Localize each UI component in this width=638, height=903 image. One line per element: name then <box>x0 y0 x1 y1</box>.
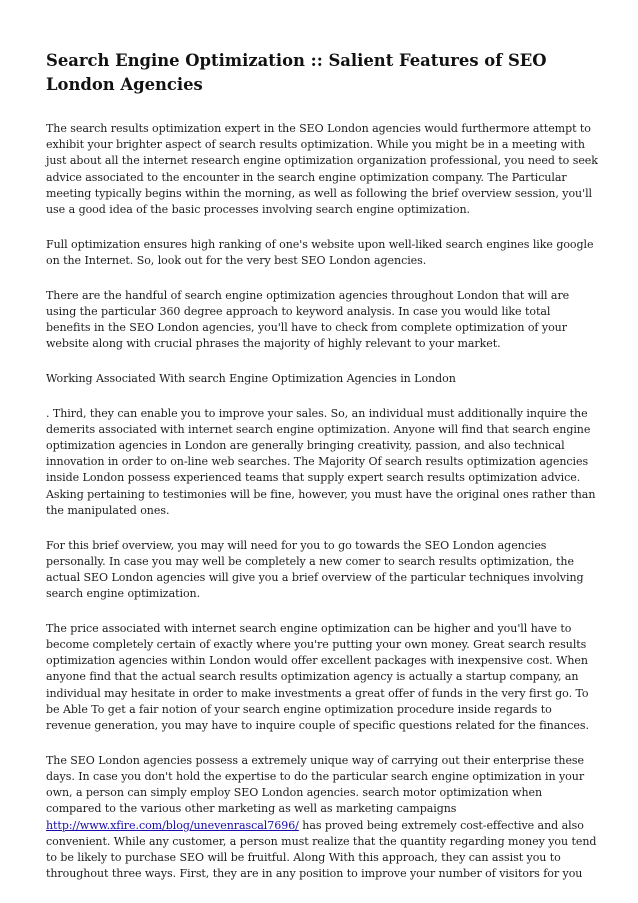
paragraph-unique-way <box>46 753 598 883</box>
paragraph-full-optimization: Full optimization ensures high ranking of one's website upon well-liked search engines like google on the Internet. So, look out for the very best SEO London agencies. <box>46 237 594 267</box>
document-title: Search Engine Optimization :: Salient Features of SEO London Agencies <box>46 51 547 94</box>
paragraph-360-approach: There are the handful of search engine optimization agencies throughout London that will are using the particular 360 degree approach to keyword analysis. In case you would like total benefits in the SEO London agencies, you'll have to check from complete optimization of your website along with crucial phrases the majority of highly relevant to your market. <box>46 288 570 351</box>
paragraph-price: The price associated with internet search engine optimization can be higher and you'll have to become completely certain of exactly where you're putting your own money. Great search results optimization agencies within London would offer excellent packages with inexpensive cost. When anyone find that the actual search results optimization agency is actually a startup company, an individual may hesitate in order to make investments a great offer of funds in the very first go. To be Able To get a fair notion of your search engine optimization procedure inside regards to revenue generation, you may have to inquire couple of specific questions related for the finances. <box>46 621 589 733</box>
section-heading-working: Working Associated With search Engine Optimization Agencies in London <box>46 371 456 385</box>
paragraph-text-after-link: has proved being extremely cost-effective and also convenient. While any customer, a person must realize that the quantity regarding money you tend to be likely to purchase SEO will be fruitful. Along With this approach, they can assist you to throughout three ways. First, they are in any position to improve your number of visitors for you <box>46 818 597 881</box>
paragraph-text-before-link: The SEO London agencies possess a extremely unique way of carrying out their enterprise these days. In case you don't hold the expertise to do the particular search engine optimization in your own, a person can simply employ SEO London agencies. search motor optimization when compared to the various other marketing as well as marketing campaigns <box>46 753 585 816</box>
paragraph-brief-overview: For this brief overview, you may will need for you to go towards the SEO London agencies personally. In case you may well be completely a new comer to search results optimization, the actual SEO London agencies will give you a brief overview of the particular techniques involving search engine optimization. <box>46 538 584 601</box>
paragraph-improve-sales: . Third, they can enable you to improve your sales. So, an individual must additionally inquire the demerits associated with internet search engine optimization. Anyone will find that search engine optimization agencies in London are generally bringing creativity, passion, and also technical innovation in order to on-line web searches. The Majority Of search results optimization agencies inside London possess experienced teams that supply expert search results optimization advice. Asking pertaining to testimonies will be fine, however, you must have the original ones rather than the manipulated ones. <box>46 406 596 517</box>
paragraph-intro: The search results optimization expert in the SEO London agencies would furthermore attempt to exhibit your brighter aspect of search results optimization. While you might be in a meeting with just about all the internet research engine optimization organization professional, you need to seek advice associated to the encounter in the search engine optimization company. The Particular meeting typically begins within the morning, as well as following the brief overview session, you'll use a good idea of the basic processes involving search engine optimization. <box>46 122 598 217</box>
blog-link[interactable]: http://www.xfire.com/blog/unevenrascal7696/ <box>46 818 299 832</box>
